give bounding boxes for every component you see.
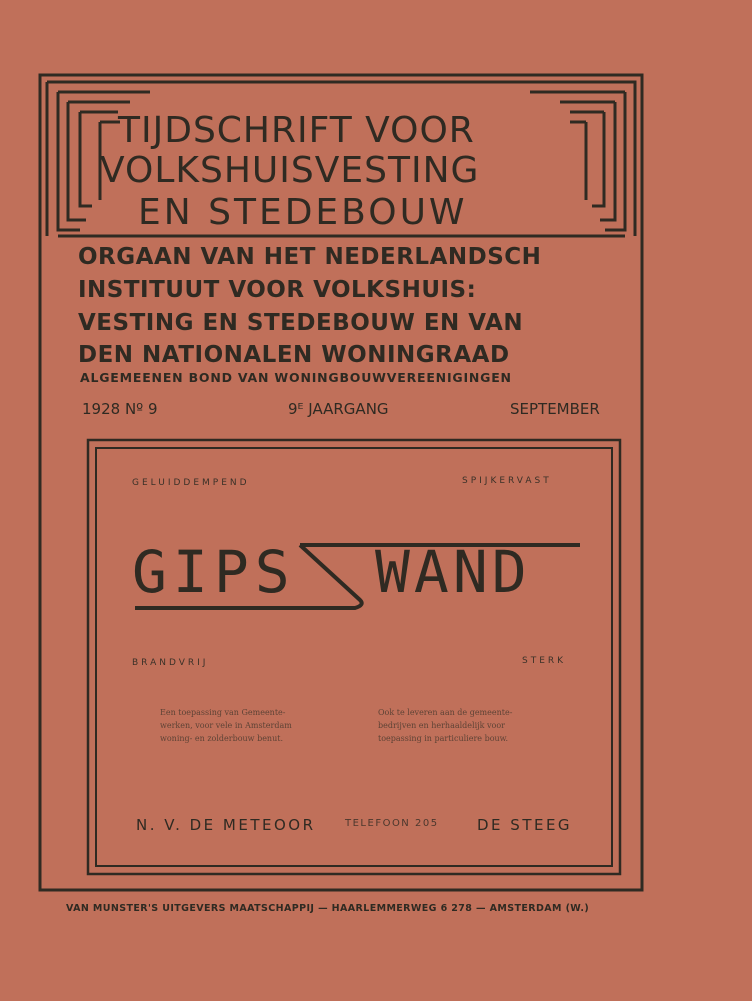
- ad-text-left: [160, 706, 350, 745]
- issue-year-number: 1928 Nº 9: [82, 400, 158, 418]
- organ-line-4: DEN NATIONALEN WONINGRAAD: [78, 342, 510, 368]
- ad-company: N. V. DE METEOOR: [136, 816, 316, 834]
- ad-spijkervast: SPIJKERVAST: [462, 476, 552, 486]
- title-line-1: TIJDSCHRIFT VOOR: [118, 110, 475, 151]
- ad-brandvrij: BRANDVRIJ: [132, 658, 209, 668]
- ad-text-right-line: bedrijven en herhaaldelijk voor: [378, 721, 505, 730]
- publisher-footer: VAN MUNSTER'S UITGEVERS MAATSCHAPPIJ — HAARLEMMERWEG 6 278 — AMSTERDAM (W.): [66, 903, 590, 914]
- ad-text-right: [378, 706, 568, 745]
- organ-line-1: ORGAAN VAN HET NEDERLANDSCH: [78, 244, 542, 270]
- title-line-3: EN STEDEBOUW: [138, 192, 468, 233]
- organ-line-3: VESTING EN STEDEBOUW EN VAN: [78, 310, 524, 336]
- ad-brand-wand: WAND: [375, 538, 531, 606]
- organ-line-2: INSTITUUT VOOR VOLKSHUIS:: [78, 277, 477, 303]
- ad-text-left-line: Een toepassing van Gemeente-: [160, 708, 286, 717]
- bond-subline: ALGEMEENEN BOND VAN WONINGBOUWVEREENIGINGEN: [80, 370, 512, 385]
- ad-text-right-line: toepassing in particuliere bouw.: [378, 734, 509, 743]
- title-line-2: VOLKSHUISVESTING: [100, 150, 480, 191]
- ad-text-left-line: woning- en zolderbouw benut.: [160, 734, 283, 743]
- ad-phone: TELEFOON 205: [345, 818, 439, 829]
- ad-geluiddempend: GELUIDDEMPEND: [132, 478, 250, 488]
- issue-volume: 9ᴱ JAARGANG: [288, 400, 389, 418]
- ad-location: DE STEEG: [477, 816, 573, 834]
- issue-month: SEPTEMBER: [510, 400, 600, 418]
- ad-sterk: STERK: [522, 656, 567, 666]
- ad-brand-gips: GIPS: [132, 538, 296, 606]
- ad-text-right-line: Ook te leveren aan de gemeente-: [378, 708, 513, 717]
- ad-text-left-line: werken, voor vele in Amsterdam: [160, 721, 292, 730]
